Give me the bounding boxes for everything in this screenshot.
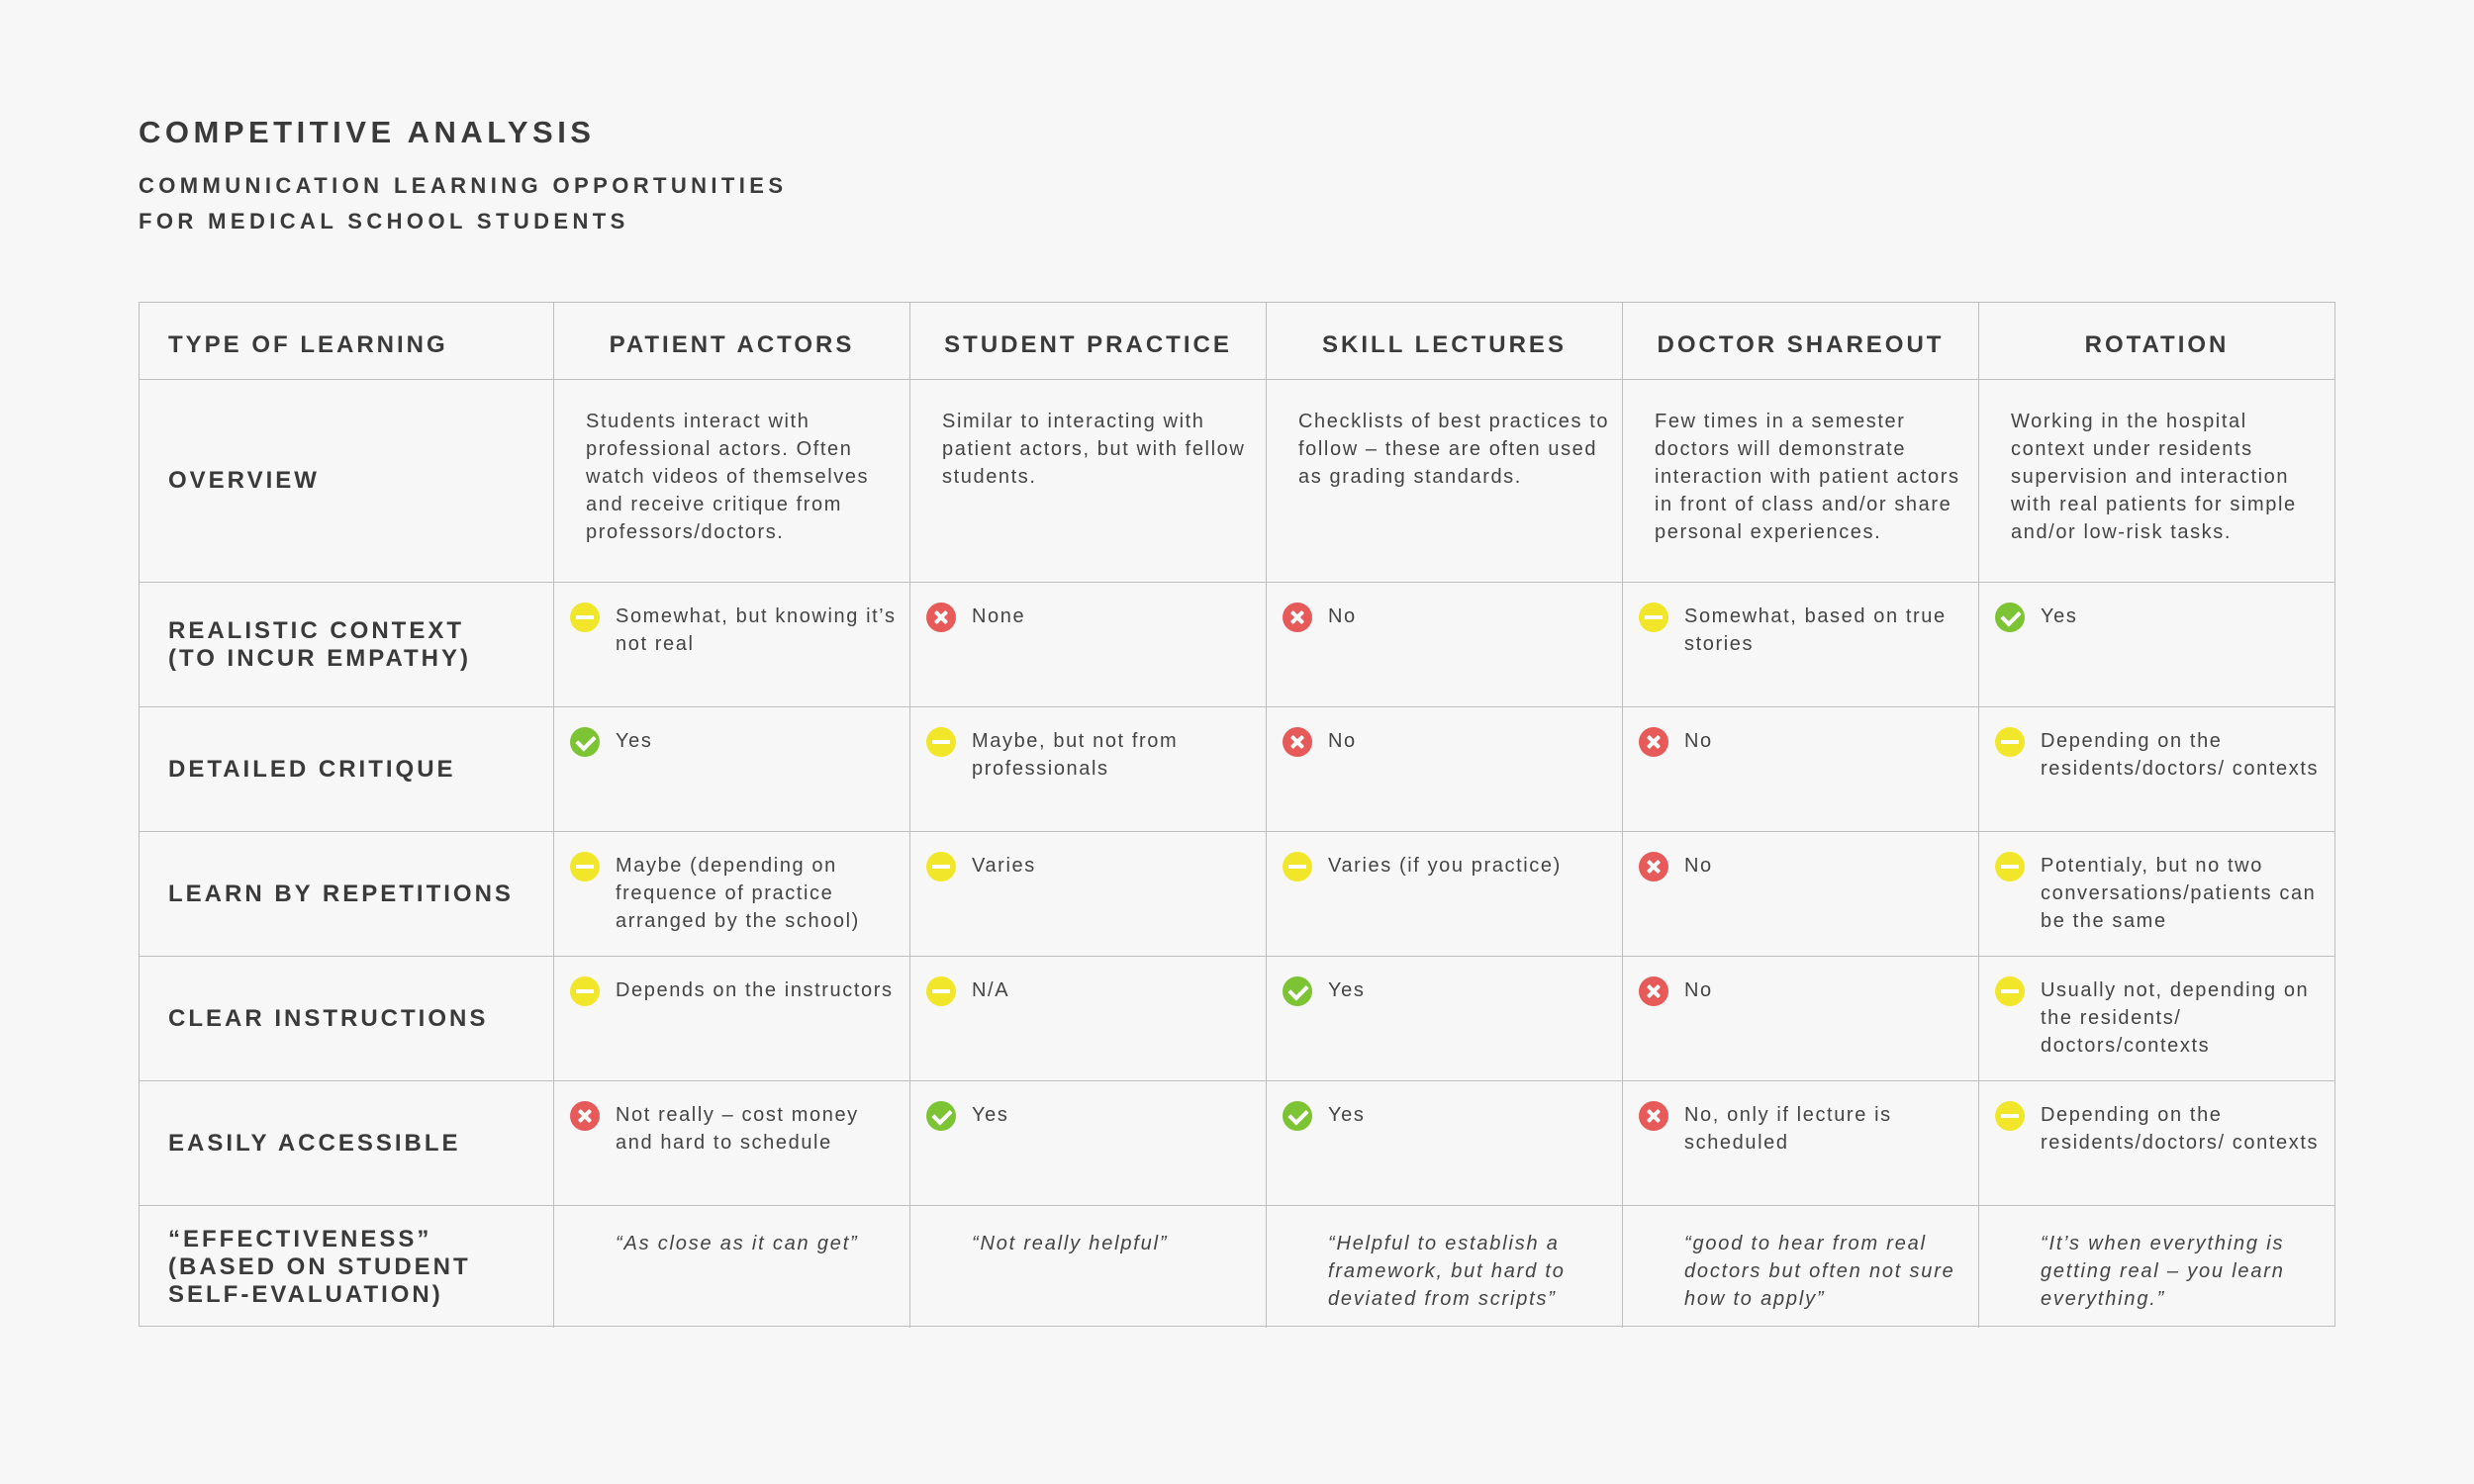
minus-circle-icon: [1283, 852, 1312, 881]
row-header-line: (BASED ON STUDENT: [168, 1252, 471, 1280]
minus-circle-icon: [570, 976, 600, 1006]
row-header-detailed-critique: DETAILED CRITIQUE: [140, 707, 554, 832]
column-header-patient-actors: PATIENT ACTORS: [554, 303, 910, 380]
check-circle-icon: [1995, 603, 2025, 632]
cell-text: Somewhat, based on true stories: [1684, 605, 1947, 655]
column-header-skill-lectures: SKILL LECTURES: [1267, 303, 1623, 380]
cell-text: No: [1328, 730, 1357, 752]
row-header-line: REALISTIC CONTEXT: [168, 616, 465, 644]
x-circle-icon: [570, 1101, 600, 1131]
row-header-line: (TO INCUR EMPATHY): [168, 644, 471, 672]
minus-circle-icon: [1639, 603, 1668, 632]
table-cell: [1267, 583, 1623, 707]
overview-cell: Students interact with professional actors. Often watch videos of themselves and receive critique from professors/doctors.: [554, 380, 910, 583]
x-circle-icon: [1639, 852, 1668, 881]
cell-text: Yes: [1328, 979, 1366, 1001]
table-cell: [1623, 583, 1979, 707]
effectiveness-quote: “Not really helpful”: [910, 1206, 1267, 1328]
effectiveness-quote: “good to hear from real doctors but often not sure how to apply”: [1623, 1206, 1979, 1328]
effectiveness-quote: “It’s when everything is getting real – you learn everything.”: [2041, 1233, 2285, 1310]
table-cell: [1267, 832, 1623, 957]
overview-cell: Similar to interacting with patient actors, but with fellow students.: [910, 380, 1267, 583]
table-cell: [910, 957, 1267, 1081]
table-cell: [1979, 707, 2334, 832]
table-cell: [910, 583, 1267, 707]
table-cell: [1623, 832, 1979, 957]
cell-text: No: [1684, 979, 1713, 1001]
corner-header: TYPE OF LEARNING: [140, 303, 554, 380]
x-circle-icon: [926, 603, 956, 632]
cell-text: No: [1684, 855, 1713, 877]
column-header-rotation: ROTATION: [1979, 303, 2334, 380]
table-cell: [1979, 1081, 2334, 1206]
x-circle-icon: [1639, 727, 1668, 757]
table-cell: [910, 707, 1267, 832]
x-circle-icon: [1283, 603, 1312, 632]
x-circle-icon: [1639, 1101, 1668, 1131]
table-cell: [1267, 957, 1623, 1081]
row-header-effectiveness: [140, 1206, 554, 1328]
comparison-table: [139, 302, 2335, 1327]
cell-text: Yes: [2041, 605, 2078, 627]
minus-circle-icon: [1995, 976, 2025, 1006]
row-header-easily-accessible: EASILY ACCESSIBLE: [140, 1081, 554, 1206]
table-cell: [910, 1081, 1267, 1206]
cell-text: N/A: [972, 979, 1010, 1001]
check-circle-icon: [570, 727, 600, 757]
cell-text: No: [1328, 605, 1357, 627]
check-circle-icon: [1283, 1101, 1312, 1131]
table-cell: [1979, 832, 2334, 957]
table-cell: [1623, 707, 1979, 832]
subtitle-line: FOR MEDICAL SCHOOL STUDENTS: [139, 209, 629, 233]
cell-text: None: [972, 605, 1026, 627]
subtitle-line: COMMUNICATION LEARNING OPPORTUNITIES: [139, 173, 788, 198]
table-cell: [1623, 957, 1979, 1081]
row-header-learn-by-repetitions: LEARN BY REPETITIONS: [140, 832, 554, 957]
cell-text: Potentialy, but no two conversations/patients can be the same: [2041, 855, 2317, 932]
table-cell: [554, 707, 910, 832]
x-circle-icon: [1639, 976, 1668, 1006]
minus-circle-icon: [570, 603, 600, 632]
table-cell: [1267, 707, 1623, 832]
cell-text: No: [1684, 730, 1713, 752]
cell-text: Depends on the instructors: [616, 979, 894, 1001]
x-circle-icon: [1283, 727, 1312, 757]
cell-text: Yes: [972, 1104, 1009, 1126]
cell-text: Depending on the residents/doctors/ contexts: [2041, 1104, 2320, 1154]
minus-circle-icon: [926, 976, 956, 1006]
row-header-overview: OVERVIEW: [140, 380, 554, 583]
minus-circle-icon: [1995, 1101, 2025, 1131]
column-header-doctor-shareout: DOCTOR SHAREOUT: [1623, 303, 1979, 380]
row-header-line: “EFFECTIVENESS”: [168, 1225, 432, 1252]
cell-text: Maybe, but not from professionals: [972, 730, 1179, 780]
table-cell: [554, 832, 910, 957]
overview-cell: Few times in a semester doctors will demonstrate interaction with patient actors in front of class and/or share personal experiences.: [1623, 380, 1979, 583]
cell-text: Depending on the residents/doctors/ contexts: [2041, 730, 2320, 780]
table-cell: [910, 832, 1267, 957]
cell-text: Yes: [1328, 1104, 1366, 1126]
minus-circle-icon: [926, 852, 956, 881]
check-circle-icon: [926, 1101, 956, 1131]
row-header-line: SELF-EVALUATION): [168, 1280, 443, 1308]
page-subtitle: [139, 168, 787, 239]
row-header-clear-instructions: CLEAR INSTRUCTIONS: [140, 957, 554, 1081]
cell-text: No, only if lecture is scheduled: [1684, 1104, 1892, 1154]
table-cell: [1623, 1081, 1979, 1206]
minus-circle-icon: [570, 852, 600, 881]
column-header-student-practice: STUDENT PRACTICE: [910, 303, 1267, 380]
effectiveness-quote: “Helpful to establish a framework, but hard to deviated from scripts”: [1267, 1206, 1623, 1328]
table-cell: [1267, 1081, 1623, 1206]
table-cell: [554, 583, 910, 707]
page-title: COMPETITIVE ANALYSIS: [139, 115, 596, 149]
cell-text: Varies (if you practice): [1328, 855, 1562, 877]
cell-text: Usually not, depending on the residents/ doctors/contexts: [2041, 979, 2310, 1057]
table-cell: [1979, 583, 2334, 707]
cell-text: Maybe (depending on frequence of practice arranged by the school): [616, 855, 860, 932]
cell-text: Somewhat, but knowing it’s not real: [616, 605, 897, 655]
table-cell: [554, 1081, 910, 1206]
table-cell: [1979, 957, 2334, 1081]
row-header-realistic-context: [140, 583, 554, 707]
overview-cell: Working in the hospital context under residents supervision and interaction with real patients for simple and/or low-risk tasks.: [1979, 380, 2334, 583]
minus-circle-icon: [1995, 727, 2025, 757]
cell-text: Not really – cost money and hard to schedule: [616, 1104, 859, 1154]
cell-text: Varies: [972, 855, 1036, 877]
overview-cell: Checklists of best practices to follow – these are often used as grading standards.: [1267, 380, 1623, 583]
cell-text: Yes: [616, 730, 653, 752]
check-circle-icon: [1283, 976, 1312, 1006]
minus-circle-icon: [926, 727, 956, 757]
minus-circle-icon: [1995, 852, 2025, 881]
table-cell: [554, 957, 910, 1081]
effectiveness-quote: “As close as it can get”: [554, 1206, 910, 1328]
